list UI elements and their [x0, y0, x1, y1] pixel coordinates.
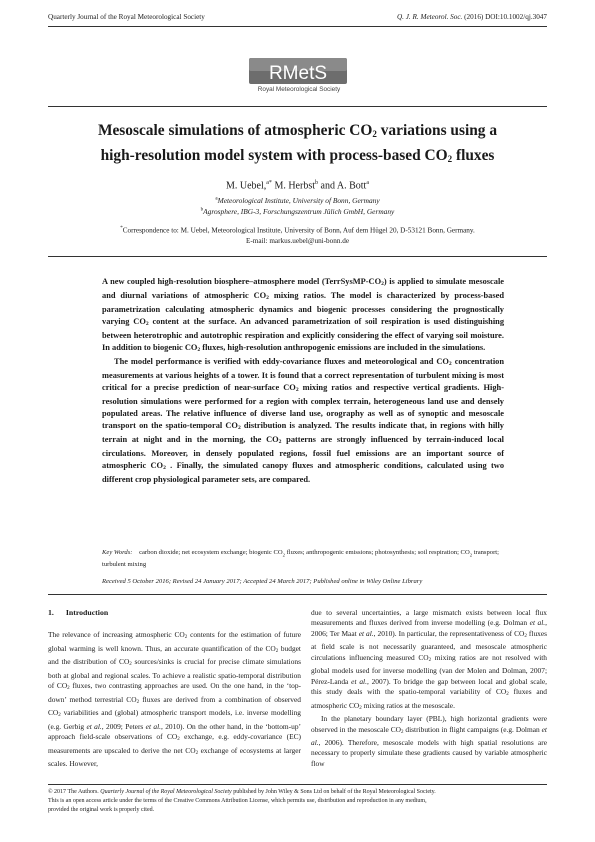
affiliation-a: $^a$Meteorological Institute, University of Bonn, Germany	[215, 196, 380, 205]
intro-paragraph-3: In the planetary boundary layer (PBL), high horizontal gradients were observed in the mesoscale $CO_2$ distribution in flight campaigns (e.g. Dolman et al., 2006). Therefore, mesoscale models with high spatial resolutions are necessary to properly simulate these gradients caused by variable atmospheric flow	[311, 714, 547, 768]
title-top-rule	[48, 106, 547, 107]
correspondence: *Correspondence to: M. Uebel, Meteorological Institute, University of Bonn, Auf dem Hügel 20, D-53121 Bonn, Germany.	[120, 226, 475, 235]
svg-text:RMetS: RMetS	[268, 63, 328, 84]
citation: Q. J. R. Meteorol. Soc. (2016) DOI:10.1002/qj.3047	[396, 13, 547, 21]
abstract-paragraph-1: A new coupled high-resolution biosphere–atmosphere model $(TerrSysMP-CO_2)$ is applied to simulate mesoscale and diurnal variations of atmospheric $CO_2$ mixing ratios. The model is characterized by process-based parametrization calculating atmospheric dynamics and biogenic processes considering the prognostically varying $CO_2$ content at the surface. An advanced parametrization of soil respiration is used distinguishing between heterotrophic and autotrophic respiration and explicitly considering the effect of varying soil moisture. In addition to biogenic $CO_2$ fluxes, high-resolution anthropogenic emissions are included in the simulations.	[102, 277, 505, 353]
abstract-paragraph-2: The model performance is verified with eddy-covariance fluxes and meteorological and $CO_2$ concentration measurements at various heights of a tower. It is found that a correct representation of turbulent mixing is most critical for a precise prediction of near-surface $CO_2$ mixing ratios and respective vertical gradients. High-resolution simulations were performed for a region with complex terrain, heterogeneous land use and densely populated areas. The relative influence of diverse land use, orography as well as of synoptic and mesoscale transport on the spatio-temporal $CO_2$ distribution is analyzed. The results indicate that, in regions with hilly terrain at night and in the morning, the $CO_2$ patterns are strongly influenced by terrain-induced local circulations. Moreover, in densely populated regions, fossil fuel emissions are an important source of atmospheric $CO_2$ . Finally, the simulated canopy fluxes and atmospheric conditions, calculated using two different crop physiological parameter sets, are compared.	[102, 357, 505, 484]
left-column	[48, 608, 301, 769]
correspondence-email[interactable]: E-mail: markus.uebel@uni-bonn.de	[245, 237, 350, 245]
body-rule	[48, 594, 547, 595]
section-heading: 1. Introduction	[48, 608, 109, 617]
received-dates: Received 5 October 2016; Revised 24 January 2017; Accepted 24 March 2017; Published online in Wiley Online Library	[102, 578, 423, 585]
right-column	[311, 608, 547, 769]
running-header	[48, 10, 547, 24]
affiliation-b: $^b$Agrosphere, IBG-3, Forschungszentrum Jülich GmbH, Germany	[200, 207, 395, 216]
abstract-rule	[48, 256, 547, 257]
intro-paragraph-1: The relevance of increasing atmospheric $CO_2$ contents for the estimation of future global warming is well known. Thus, an accurate quantification of the $CO_2$ budget and the distribution of $CO_2$ sources/sinks is crucial for precise climate simulations both at global and regional scales. To achieve a realistic spatio-temporal distribution of $CO_2$ fluxes, two contrasting approaches are used. On the one hand, in the ‘top-down’ method terrestrial $CO_2$ fluxes are derived from a combination of observed $CO_2$ variabilities and (global) atmospheric transport models, i.e. inverse modelling (e.g. Gerbig et al., 2009; Peters et al., 2010). On the other hand, in the ‘bottom-up’ approach field-scale observations of $CO_2$ exchange, e.g. eddy-covariance (EC) measurements are upscaled to derive the net $CO_2$ exchange of ecosystems at larger scales. However,	[48, 630, 301, 768]
intro-paragraph-2: due to several uncertainties, a large mismatch exists between local flux measurements and fluxes derived from inverse modelling (e.g. Dolman et al., 2006; Ter Maat et al., 2010). In particular, the representativeness of $CO_2$ fluxes at field scale is not necessarily guaranteed, and mesoscale atmospheric circulations influencing measured $CO_2$ mixing ratios are not resolved with global models used for inverse modelling (van der Molen and Dolman, 2007; Pérez-Landa et al., 2007). To bridge the gap between local and global scale, this study deals with the spatio-temporal variability of $CO_2$ fluxes and atmospheric $CO_2$ mixing ratios at the mesoscale.	[311, 608, 548, 711]
copyright-footer: © 2017 The Authors. Quarterly Journal of the Royal Meteorological Society published by John Wiley & Sons Ltd on behalf of the Royal Meteorological Society. This is an open access article under the terms of the Creative Commons Attribution License, which permits use, distribution and reproduction in any medium, provided the original work is properly cited.	[48, 789, 436, 813]
logo-tagline: Royal Meteorological Society	[257, 86, 341, 93]
abstract	[102, 276, 504, 486]
footer-rule	[48, 784, 547, 785]
journal-name: Quarterly Journal of the Royal Meteorological Society	[48, 13, 205, 21]
authors: M. Uebel,$^{a*}$ M. Herbst$^b$ and A. Bott$^a$	[225, 180, 370, 192]
paper-title: Mesoscale simulations of atmospheric $CO_2$ variations using a high-resolution model system with process-based $CO_2$ fluxes	[97, 122, 498, 164]
header-rule	[48, 26, 547, 27]
keywords: Key Words: carbon dioxide; net ecosystem exchange; biogenic $CO_2$ fluxes; anthropogenic emissions; photosynthesis; soil respiration; $CO_2$ transport; turbulent mixing	[102, 549, 499, 569]
